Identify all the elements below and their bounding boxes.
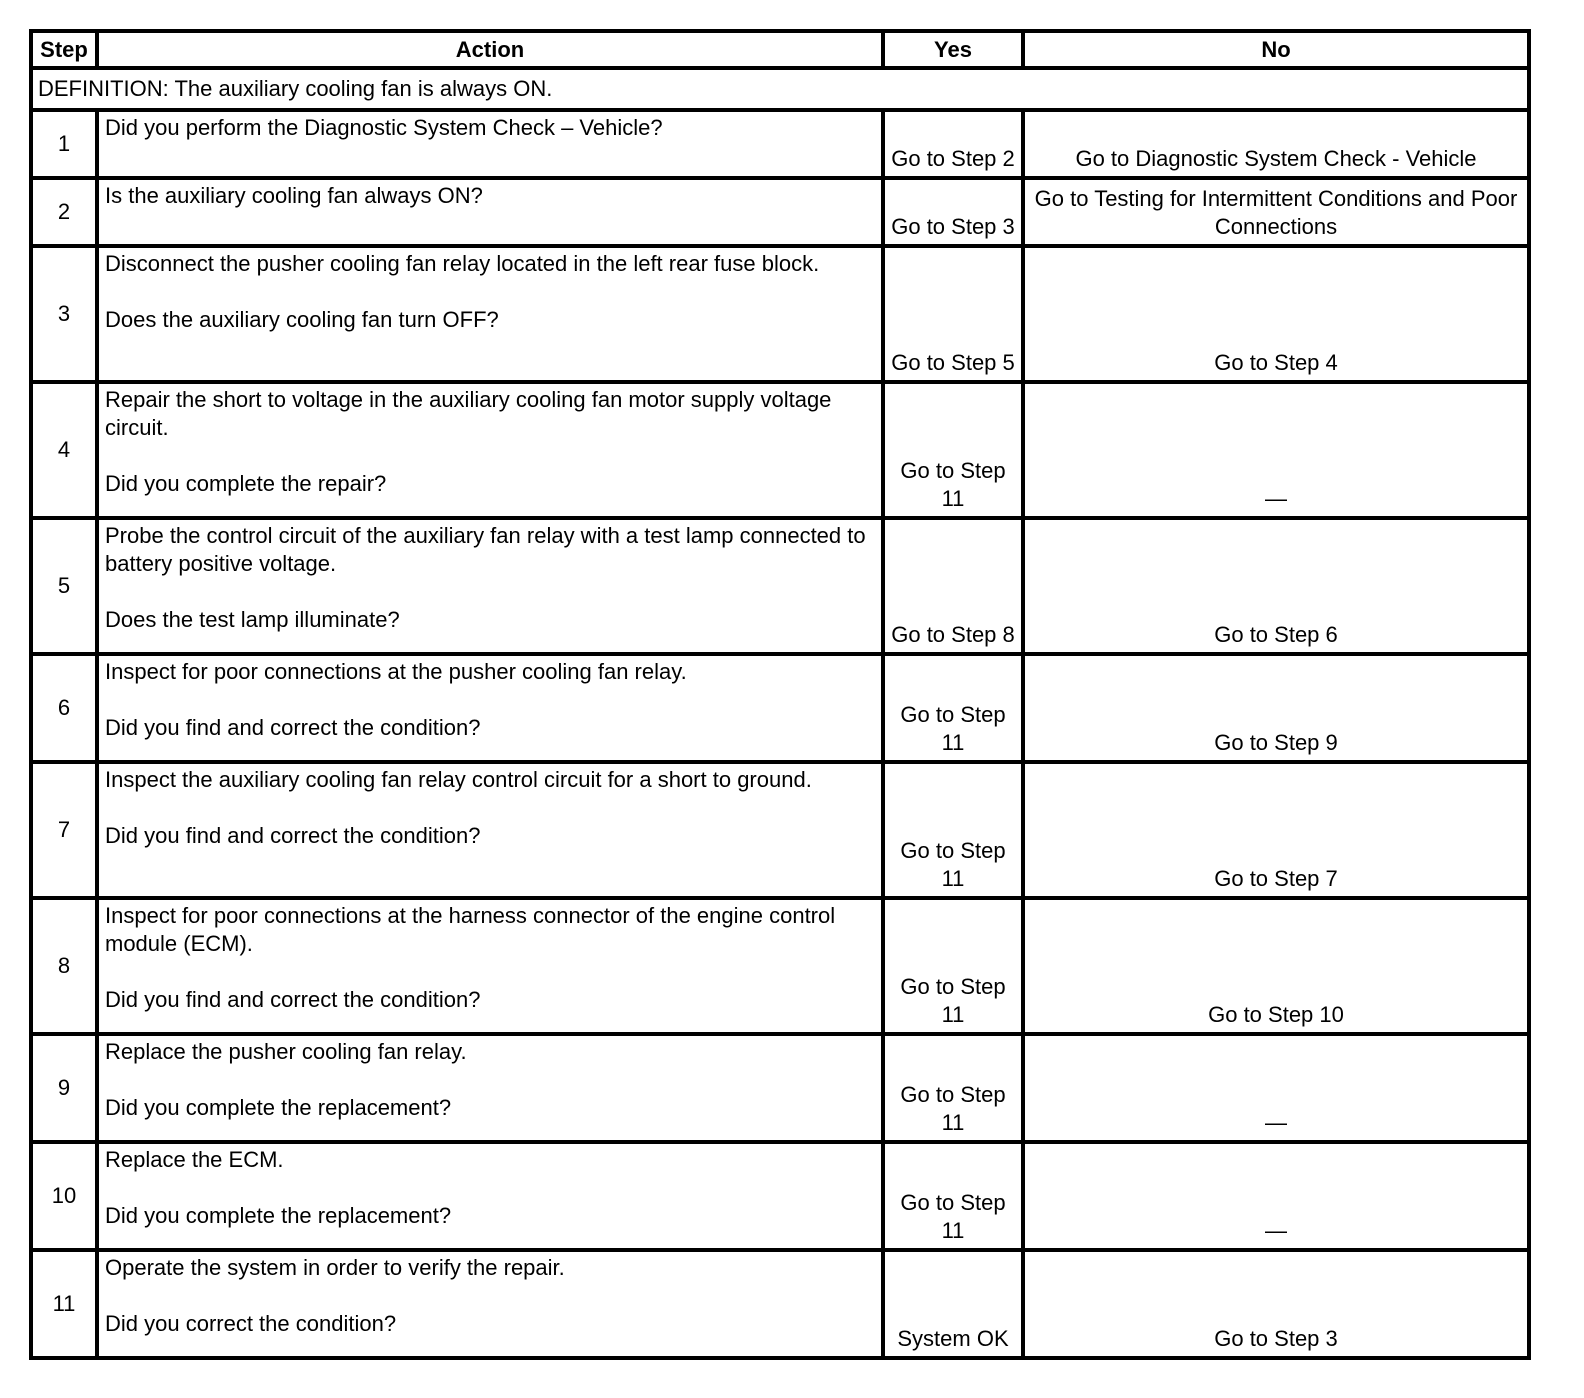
no-result: Go to Step 3 [1023,1250,1529,1358]
no-result: — [1023,1142,1529,1250]
action-spacer [105,794,875,822]
action-spacer [105,958,875,986]
action-instruction: Disconnect the pusher cooling fan relay located in the left rear fuse block. [105,251,820,276]
action-spacer [105,1282,875,1310]
action-question: Did you complete the repair? [105,471,387,496]
step-number: 9 [31,1034,97,1142]
action-cell [97,654,883,762]
action-question: Did you complete the replacement? [105,1095,452,1120]
step-number: 3 [31,246,97,382]
no-result: Go to Step 7 [1023,762,1529,898]
action-question: Did you correct the condition? [105,1311,397,1336]
step-number: 7 [31,762,97,898]
header-row [31,31,1529,68]
action-spacer [105,1066,875,1094]
no-result: — [1023,382,1529,518]
no-result: — [1023,1034,1529,1142]
step-number: 10 [31,1142,97,1250]
no-result: Go to Step 10 [1023,898,1529,1034]
yes-result: Go to Step 11 [883,762,1023,898]
action-spacer [105,578,875,606]
step-number: 11 [31,1250,97,1358]
table-row [31,898,1529,1034]
table-row [31,518,1529,654]
action-instruction: Inspect for poor connections at the pusher cooling fan relay. [105,659,687,684]
action-spacer [105,1174,875,1202]
action-cell [97,246,883,382]
action-question: Did you find and correct the condition? [105,987,481,1012]
header-action: Action [97,31,883,68]
action-instruction: Replace the ECM. [105,1147,284,1172]
table-row [31,1250,1529,1358]
action-question: Does the auxiliary cooling fan turn OFF? [105,307,499,332]
action-cell [97,1142,883,1250]
yes-result: Go to Step 8 [883,518,1023,654]
yes-result: Go to Step 2 [883,110,1023,178]
yes-result: Go to Step 5 [883,246,1023,382]
action-instruction: Inspect for poor connections at the harness connector of the engine control module (ECM). [105,903,836,956]
action-cell [97,518,883,654]
action-cell [97,1034,883,1142]
definition-text: DEFINITION: The auxiliary cooling fan is always ON. [31,68,1529,110]
header-yes: Yes [883,31,1023,68]
action-spacer [105,278,875,306]
action-cell [97,110,883,178]
action-cell [97,898,883,1034]
action-instruction: Repair the short to voltage in the auxiliary cooling fan motor supply voltage circuit. [105,387,832,440]
yes-result: System OK [883,1250,1023,1358]
action-cell [97,178,883,246]
no-result: Go to Step 9 [1023,654,1529,762]
action-cell [97,1250,883,1358]
header-no: No [1023,31,1529,68]
yes-result: Go to Step 11 [883,1142,1023,1250]
step-number: 4 [31,382,97,518]
action-cell [97,762,883,898]
table-row [31,110,1529,178]
yes-result: Go to Step 3 [883,178,1023,246]
action-question: Does the test lamp illuminate? [105,607,400,632]
diagnostic-table [29,29,1531,1360]
yes-result: Go to Step 11 [883,1034,1023,1142]
action-instruction: Operate the system in order to verify the repair. [105,1255,565,1280]
action-instruction: Is the auxiliary cooling fan always ON? [105,183,483,208]
table-row [31,762,1529,898]
table-row [31,246,1529,382]
header-step: Step [31,31,97,68]
table-row [31,1034,1529,1142]
step-number: 6 [31,654,97,762]
action-instruction: Did you perform the Diagnostic System Check – Vehicle? [105,115,663,140]
no-result: Go to Diagnostic System Check - Vehicle [1023,110,1529,178]
action-instruction: Replace the pusher cooling fan relay. [105,1039,467,1064]
action-instruction: Inspect the auxiliary cooling fan relay control circuit for a short to ground. [105,767,812,792]
no-result: Go to Step 4 [1023,246,1529,382]
action-cell [97,382,883,518]
table-row [31,654,1529,762]
step-number: 1 [31,110,97,178]
table-row [31,382,1529,518]
yes-result: Go to Step 11 [883,382,1023,518]
step-number: 2 [31,178,97,246]
definition-row [31,68,1529,110]
yes-result: Go to Step 11 [883,654,1023,762]
action-spacer [105,442,875,470]
step-number: 8 [31,898,97,1034]
step-number: 5 [31,518,97,654]
action-instruction: Probe the control circuit of the auxiliary fan relay with a test lamp connected to battery positive voltage. [105,523,866,576]
yes-result: Go to Step 11 [883,898,1023,1034]
action-question: Did you find and correct the condition? [105,715,481,740]
no-result: Go to Step 6 [1023,518,1529,654]
table-row [31,1142,1529,1250]
action-question: Did you find and correct the condition? [105,823,481,848]
action-spacer [105,686,875,714]
no-result: Go to Testing for Intermittent Conditions and Poor Connections [1023,178,1529,246]
table-row [31,178,1529,246]
action-question: Did you complete the replacement? [105,1203,452,1228]
